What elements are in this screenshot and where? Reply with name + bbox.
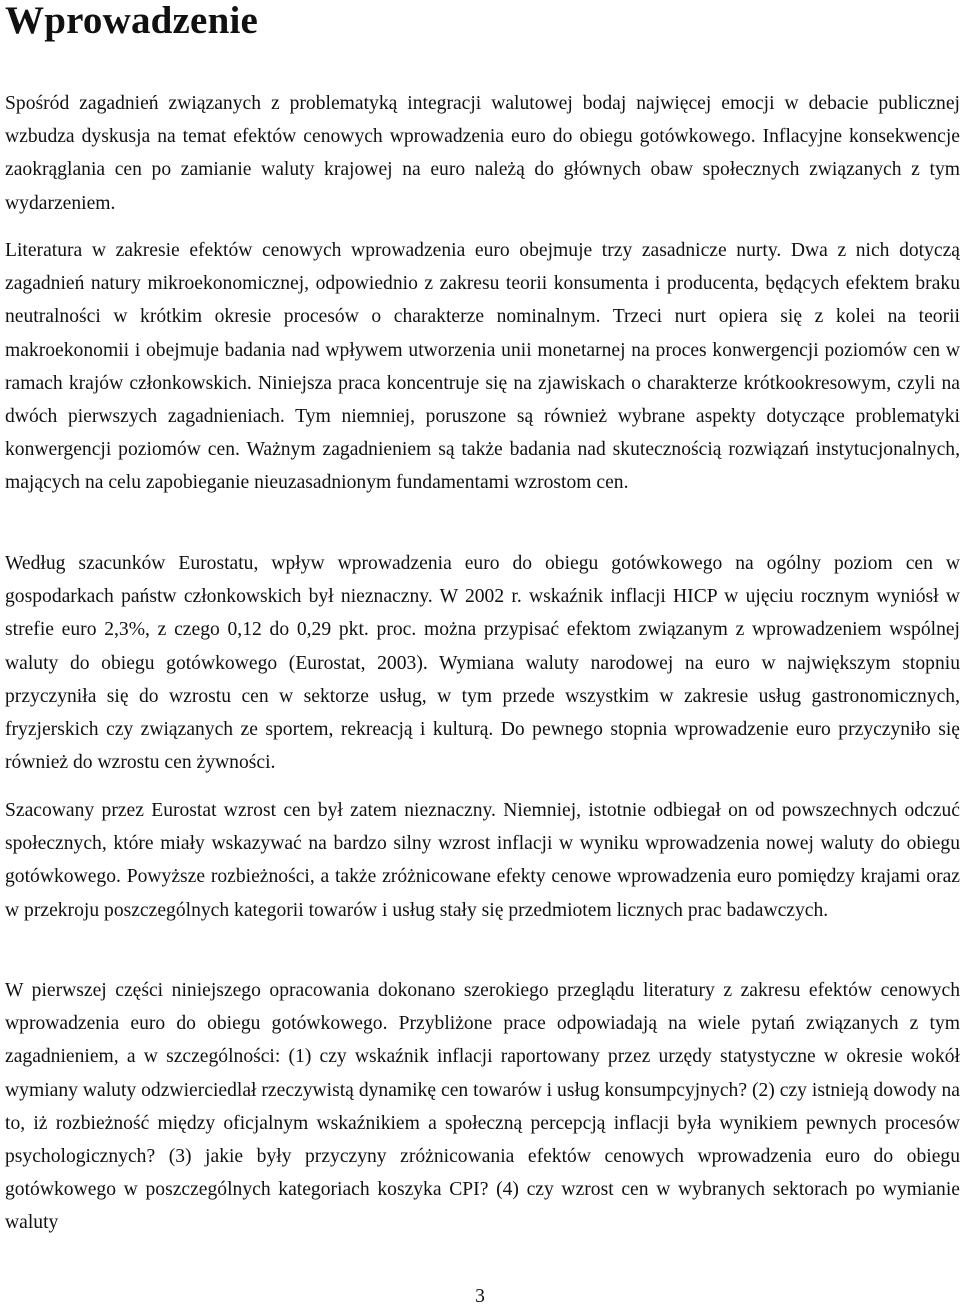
page-number: 3 <box>475 1286 485 1307</box>
paragraph-3: Według szacunków Eurostatu, wpływ wprowadzenia euro do obiegu gotówkowego na ogólny poziom cen w gospodarkach państw członkowskich był nieznaczny. W 2002 r. wskaźnik inflacji HICP w ujęciu rocznym wyniósł w strefie euro 2,3%, z czego 0,12 do 0,29 pkt. proc. można przypisać efektom związanym z wprowadzeniem wspólnej waluty do obiegu gotówkowego (Eurostat, 2003). Wymiana waluty narodowej na euro w największym stopniu przyczyniła się do wzrostu cen w sektorze usług, w tym przede wszystkim w zakresie usług gastronomicznych, fryzjerskich czy związanych ze sportem, rekreacją i kulturą. Do pewnego stopnia wprowadzenie euro przyczyniło się również do wzrostu cen żywności. <box>5 553 960 774</box>
paragraph-2: Literatura w zakresie efektów cenowych wprowadzenia euro obejmuje trzy zasadnicze nurty. Dwa z nich dotyczą zagadnień natury mikroekonomicznej, odpowiednio z zakresu teorii konsumenta i producenta, będących efektem braku neutralności w krótkim okresie procesów o charakterze nominalnym. Trzeci nurt opiera się z kolei na teorii makroekonomii i obejmuje badania nad wpływem utworzenia unii monetarnej na proces konwergencji poziomów cen w ramach krajów członkowskich. Niniejsza praca koncentruje się na zjawiskach o charakterze krótkookresowym, czyli na dwóch pierwszych zagadnieniach. Tym niemniej, poruszone są również wybrane aspekty dotyczące problematyki konwergencji poziomów cen. Ważnym zagadnieniem są także badania nad skutecznością rozwiązań instytucjonalnych, mających na celu zapobieganie nieuzasadnionym fundamentami wzrostom cen. <box>5 240 960 494</box>
paragraph-5: W pierwszej części niniejszego opracowania dokonano szerokiego przeglądu literatury z zakresu efektów cenowych wprowadzenia euro do obiegu gotówkowego. Przybliżone prace odpowiadają na wiele pytań związanych z tym zagadnieniem, a w szczególności: (1) czy wskaźnik inflacji raportowany przez urzędy statystyczne w okresie wokół wymiany waluty odzwierciedlał rzeczywistą dynamikę cen towarów i usług konsumpcyjnych? (2) czy istnieją dowody na to, iż rozbieżność między oficjalnym wskaźnikiem a społeczną percepcją inflacji była wynikiem pewnych procesów psychologicznych? (3) jakie były przyczyny zróżnicowania efektów cenowych wprowadzenia euro do obiegu gotówkowego w poszczególnych kategoriach koszyka CPI? (4) czy wzrost cen w wybranych sektorach po wymianie waluty <box>5 980 960 1234</box>
paragraph-4: Szacowany przez Eurostat wzrost cen był zatem nieznaczny. Niemniej, istotnie odbiegał on od powszechnych odczuć społecznych, które miały wskazywać na bardzo silny wzrost inflacji w wyniku wprowadzenia nowej waluty do obiegu gotówkowego. Powyższe rozbieżności, a także zróżnicowane efekty cenowe wprowadzenia euro pomiędzy krajami oraz w przekroju poszczególnych kategorii towarów i usług stały się przedmiotem licznych prac badawczych. <box>5 800 960 921</box>
section-heading: Wprowadzenie <box>5 0 259 42</box>
paragraph-1: Spośród zagadnień związanych z problematyką integracji walutowej bodaj najwięcej emocji w debacie publicznej wzbudza dyskusja na temat efektów cenowych wprowadzenia euro do obiegu gotówkowego. Inflacyjne konsekwencje zaokrąglania cen po zamianie waluty krajowej na euro należą do głównych obaw społecznych związanych z tym wydarzeniem. <box>5 93 960 214</box>
